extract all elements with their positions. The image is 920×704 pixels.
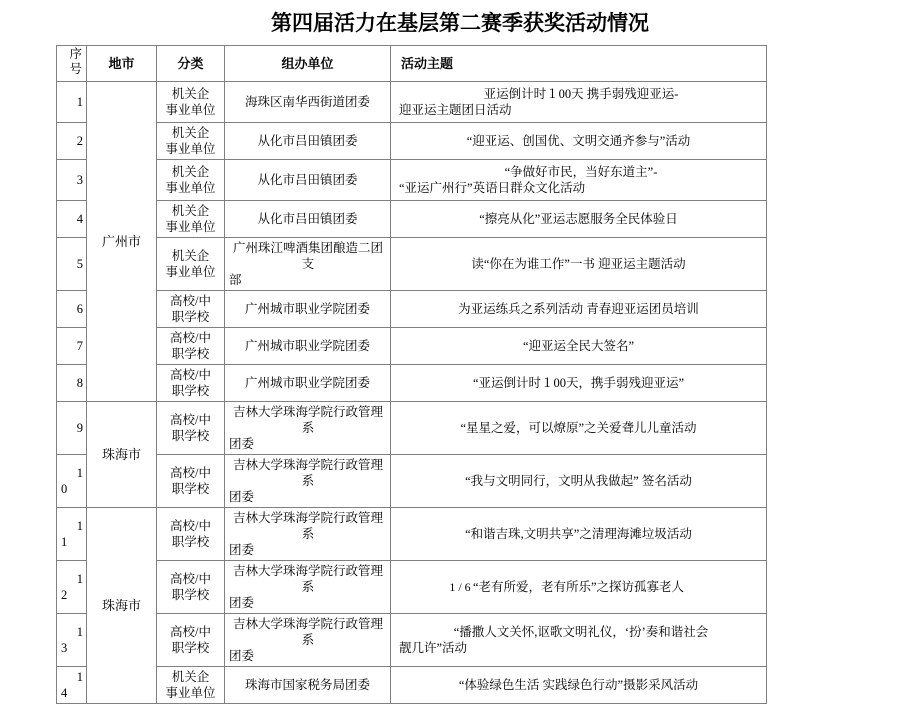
awards-table <box>56 45 767 704</box>
row-organizer: 广州城市职业学院团委 <box>225 291 391 328</box>
row-category-line1: 高校/中 <box>170 519 211 533</box>
row-category <box>157 160 225 201</box>
row-organizer-line1: 吉林大学珠海学院行政管理系 <box>232 617 383 647</box>
row-category-line2: 事业单位 <box>165 686 216 700</box>
row-theme-line2: 靓几许”活动 <box>399 641 468 655</box>
row-theme: “我与文明同行，文明从我做起” 签名活动 <box>391 455 767 508</box>
row-theme <box>391 614 767 667</box>
table-row <box>57 667 767 704</box>
row-organizer: 珠海市国家税务局团委 <box>225 667 391 704</box>
row-category-line1: 高校/中 <box>170 413 211 427</box>
row-category <box>157 455 225 508</box>
row-category <box>157 508 225 561</box>
row-organizer: 从化市吕田镇团委 <box>225 160 391 201</box>
column-header-organizer: 组办单位 <box>225 46 391 82</box>
row-category-line2: 事业单位 <box>165 265 216 279</box>
row-sequence-number: 4 <box>57 201 87 238</box>
table-header-row <box>57 46 767 82</box>
row-sequence-number <box>57 508 87 561</box>
table-row <box>57 291 767 328</box>
row-sequence-number: 2 <box>57 123 87 160</box>
row-category <box>157 614 225 667</box>
row-category <box>157 238 225 291</box>
row-category-line2: 职学校 <box>171 482 210 496</box>
row-theme-line1: “播撒人文关怀,讴歌文明礼仪，‘扮’奏和谐社会 <box>453 625 709 639</box>
page-number-footer: 1 / 6 <box>449 580 471 594</box>
row-organizer: 广州城市职业学院团委 <box>225 365 391 402</box>
row-category-line1: 高校/中 <box>170 294 211 308</box>
row-sequence-number-digit2: 2 <box>61 588 68 602</box>
row-theme: “迎亚运、创国优、文明交通齐参与”活动 <box>391 123 767 160</box>
column-header-city: 地市 <box>87 46 157 82</box>
row-sequence-number: 9 <box>57 402 87 455</box>
table-row <box>57 402 767 455</box>
row-sequence-number-digit1: 1 <box>76 466 83 480</box>
row-sequence-number-digit2: 1 <box>61 535 68 549</box>
row-city: 珠海市 <box>87 508 157 704</box>
table-row <box>57 614 767 667</box>
row-theme: “和谐吉珠,文明共享”之清理海滩垃圾活动 <box>391 508 767 561</box>
row-category-line2: 职学校 <box>171 384 210 398</box>
row-theme: “擦亮从化”亚运志愿服务全民体验日 <box>391 201 767 238</box>
row-organizer <box>225 508 391 561</box>
row-category-line2: 职学校 <box>171 535 210 549</box>
row-category-line1: 高校/中 <box>170 368 211 382</box>
row-sequence-number: 8 <box>57 365 87 402</box>
row-category-line2: 事业单位 <box>165 181 216 195</box>
row-category <box>157 123 225 160</box>
row-organizer-line1: 吉林大学珠海学院行政管理系 <box>232 458 383 488</box>
row-organizer-line2: 团委 <box>229 596 255 610</box>
row-theme: “亚运倒计时１00天，携手弱残迎亚运” <box>391 365 767 402</box>
row-theme-line1: 亚运倒计时１00天 携手弱残迎亚运- <box>483 87 679 101</box>
row-organizer <box>225 238 391 291</box>
row-category-line2: 事业单位 <box>165 142 216 156</box>
row-theme <box>391 160 767 201</box>
row-sequence-number: 6 <box>57 291 87 328</box>
row-category <box>157 82 225 123</box>
row-sequence-number-digit1: 1 <box>76 519 83 533</box>
row-category <box>157 667 225 704</box>
table-row <box>57 508 767 561</box>
row-sequence-number: 3 <box>57 160 87 201</box>
row-organizer: 海珠区南华西街道团委 <box>225 82 391 123</box>
table-body <box>57 82 767 704</box>
row-category-line2: 职学校 <box>171 310 210 324</box>
row-category-line1: 机关企 <box>171 165 210 179</box>
row-category-line1: 高校/中 <box>170 572 211 586</box>
row-theme: 读“你在为谁工作”一书 迎亚运主题活动 <box>391 238 767 291</box>
row-organizer-line2: 部 <box>229 273 242 287</box>
row-sequence-number <box>57 455 87 508</box>
row-theme: “体验绿色生活 实践绿色行动”摄影采风活动 <box>391 667 767 704</box>
row-category-line2: 职学校 <box>171 429 210 443</box>
column-header-sequence-number-line1: 序 <box>69 47 82 61</box>
row-category-line2: 职学校 <box>171 347 210 361</box>
column-header-theme: 活动主题 <box>391 46 767 82</box>
row-organizer-line1: 吉林大学珠海学院行政管理系 <box>232 564 383 594</box>
row-category-line1: 机关企 <box>171 249 210 263</box>
row-sequence-number <box>57 667 87 704</box>
row-category <box>157 201 225 238</box>
row-organizer-line2: 团委 <box>229 437 255 451</box>
row-sequence-number <box>57 614 87 667</box>
row-category <box>157 402 225 455</box>
column-header-category: 分类 <box>157 46 225 82</box>
row-category-line1: 机关企 <box>171 126 210 140</box>
row-sequence-number: 5 <box>57 238 87 291</box>
table-row <box>57 365 767 402</box>
page-title: 第四届活力在基层第二赛季获奖活动情况 <box>271 11 649 35</box>
row-organizer <box>225 402 391 455</box>
row-category-line2: 事业单位 <box>165 103 216 117</box>
row-category-line1: 高校/中 <box>170 331 211 345</box>
row-sequence-number-digit2: 3 <box>61 641 68 655</box>
row-theme-line2: 迎亚运主题团日活动 <box>399 103 512 117</box>
row-theme: “老有所爱，老有所乐”之探访孤寡老人 <box>391 561 767 614</box>
row-organizer-line2: 团委 <box>229 543 255 557</box>
table-row <box>57 160 767 201</box>
row-organizer <box>225 614 391 667</box>
table-row <box>57 123 767 160</box>
table-row <box>57 82 767 123</box>
row-sequence-number-digit2: 4 <box>61 686 68 700</box>
column-header-sequence-number <box>57 46 87 82</box>
table-row <box>57 238 767 291</box>
table-row <box>57 455 767 508</box>
row-category-line1: 机关企 <box>171 204 210 218</box>
row-theme-line1: “争做好市民，当好东道主”- <box>504 165 658 179</box>
table-row <box>57 328 767 365</box>
row-category <box>157 328 225 365</box>
row-category-line1: 高校/中 <box>170 466 211 480</box>
row-sequence-number-digit2: 0 <box>61 482 68 496</box>
row-organizer: 从化市吕田镇团委 <box>225 123 391 160</box>
row-city: 广州市 <box>87 82 157 402</box>
row-city: 珠海市 <box>87 402 157 508</box>
row-organizer-line2: 团委 <box>229 649 255 663</box>
row-sequence-number: 1 <box>57 82 87 123</box>
row-organizer: 广州城市职业学院团委 <box>225 328 391 365</box>
row-sequence-number-digit1: 1 <box>76 670 83 684</box>
table-row <box>57 201 767 238</box>
awards-table-container <box>56 45 766 704</box>
row-organizer-line1: 吉林大学珠海学院行政管理系 <box>232 511 383 541</box>
table-header <box>57 46 767 82</box>
row-theme-line2: “亚运广州行”英语日群众文化活动 <box>399 181 586 195</box>
row-organizer-line2: 团委 <box>229 490 255 504</box>
row-theme: 为亚运练兵之系列活动 青春迎亚运团员培训 <box>391 291 767 328</box>
row-organizer: 从化市吕田镇团委 <box>225 201 391 238</box>
row-theme: “迎亚运全民大签名” <box>391 328 767 365</box>
row-organizer-line1: 广州珠江啤酒集团酿造二团支 <box>232 241 383 271</box>
row-category-line2: 职学校 <box>171 588 210 602</box>
row-category-line1: 机关企 <box>171 87 210 101</box>
row-theme: “星星之爱，可以燎原”之关爱聋儿儿童活动 <box>391 402 767 455</box>
row-category-line2: 职学校 <box>171 641 210 655</box>
row-theme <box>391 82 767 123</box>
row-category-line2: 事业单位 <box>165 220 216 234</box>
row-sequence-number: 7 <box>57 328 87 365</box>
column-header-sequence-number-line2: 号 <box>69 62 82 76</box>
row-organizer <box>225 455 391 508</box>
row-sequence-number-digit1: 1 <box>76 572 83 586</box>
row-category <box>157 365 225 402</box>
row-category-line1: 机关企 <box>171 670 210 684</box>
row-organizer-line1: 吉林大学珠海学院行政管理系 <box>232 405 383 435</box>
row-category-line1: 高校/中 <box>170 625 211 639</box>
row-sequence-number-digit1: 1 <box>76 625 83 639</box>
row-category <box>157 291 225 328</box>
